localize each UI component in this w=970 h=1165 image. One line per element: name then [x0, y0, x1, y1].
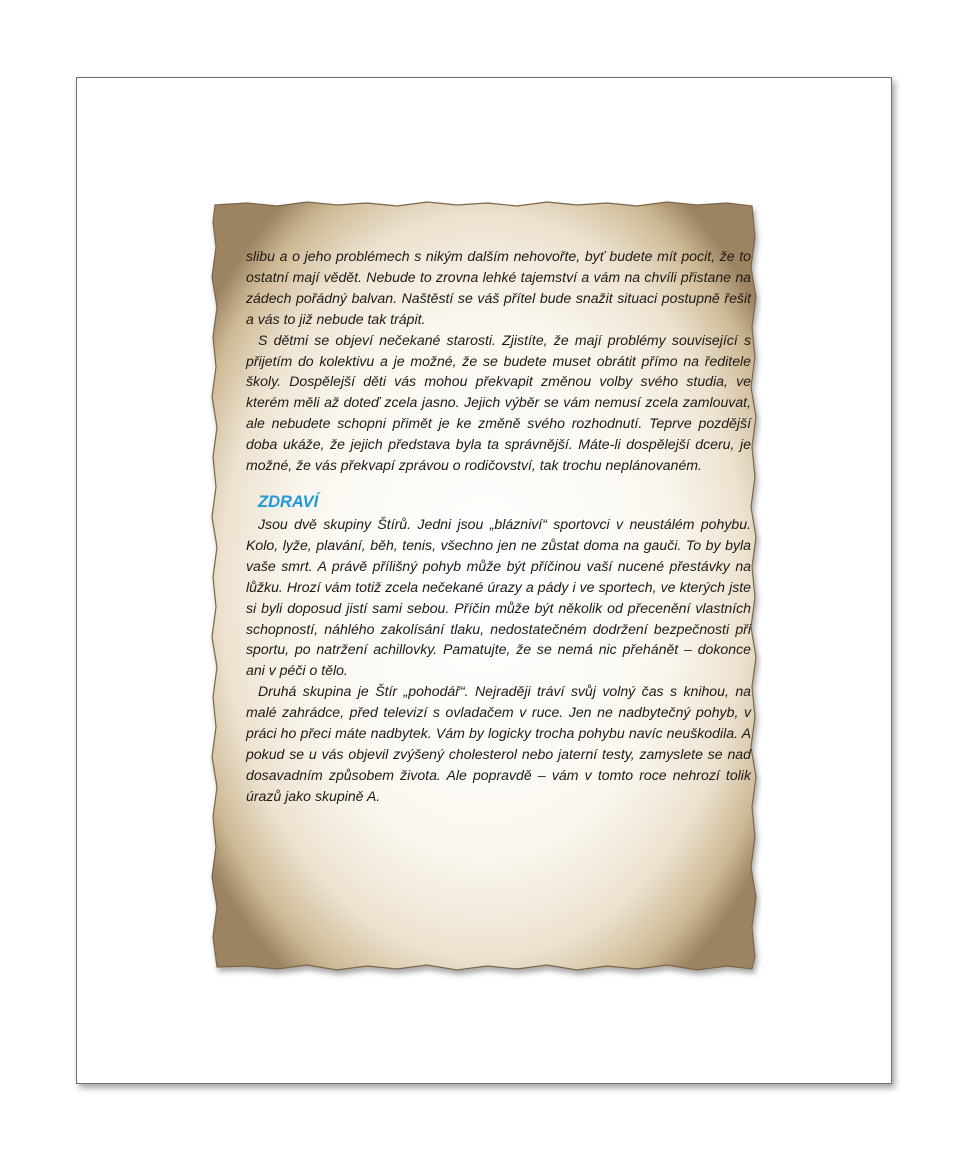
paragraph-health-group-one: Jsou dvě skupiny Štírů. Jedni jsou „blázniví“ sportovci v neustálém pohybu. Kolo, lyže, plavání, běh, tenis, všechno jen ne zůstat doma na gauči. To by byla vaše smrt. A právě přílišný pohyb může být příčinou vaší nucené přestávky na lůžku. Hrozí vám totiž zcela nečekané úrazy a pády i ve sportech, ve kterých jste si byli doposud jistí sami sebou. Příčin může být několik od přecenění vlastních schopností, náhlého zakolísání tlaku, nedostatečném dodržení bezpečnosti při sportu, po natržení achillovky. Pamatujte, že se nemá nic přehánět – dokonce ani v péči o tělo. — [246, 515, 751, 679]
paragraph-health-group-two: Druhá skupina je Štír „pohodář“. Nejraději tráví svůj volný čas s knihou, na malé zahrádce, před televizí s ovladačem v ruce. Jen ne nadbytečný pohyb, v práci ho přeci máte nadbytek. Vám by logicky trocha pohybu navíc neuškodila. A pokud se u vás objevil zvýšený cholesterol nebo jaterní testy, zamyslete se nad dosavadním způsobem života. Ale popravdě – vám v tomto roce nehrozí tolik úrazů jako skupině A. — [246, 683, 751, 804]
section-heading-health: ZDRAVÍ — [258, 492, 319, 511]
paragraph-children: S dětmi se objeví nečekané starosti. Zjistíte, že mají problémy související s přijetím do kolektivu a je možné, že se budete muset obrátit přímo na ředitele školy. Dospělejší děti vás mohou překvapit změnou volby svého studia, ve kterém měli až doteď zcela jasno. Jejich výběr se vám nemusí zcela zamlouvat, ale nebudete schopni přimět je ke změně svého rozhodnutí. Teprve pozdější doba ukáže, že jejich představa byla ta správnější. Máte-li dospělejší dceru, je možné, že vás překvapí zprávou o rodičovství, tak trochu neplánovaném. — [246, 331, 751, 474]
text-column — [246, 246, 751, 807]
paragraph-intro-continued: slibu a o jeho problémech s nikým dalším nehovořte, byť budete mít pocit, že to ostatní mají vědět. Nebude to zrovna lehké tajemství a vám na chvíli přistane na zádech pořádný balvan. Naštěstí se váš přítel bude snažit situaci postupně řešit a vás to již nebude tak trápit. — [246, 248, 751, 327]
